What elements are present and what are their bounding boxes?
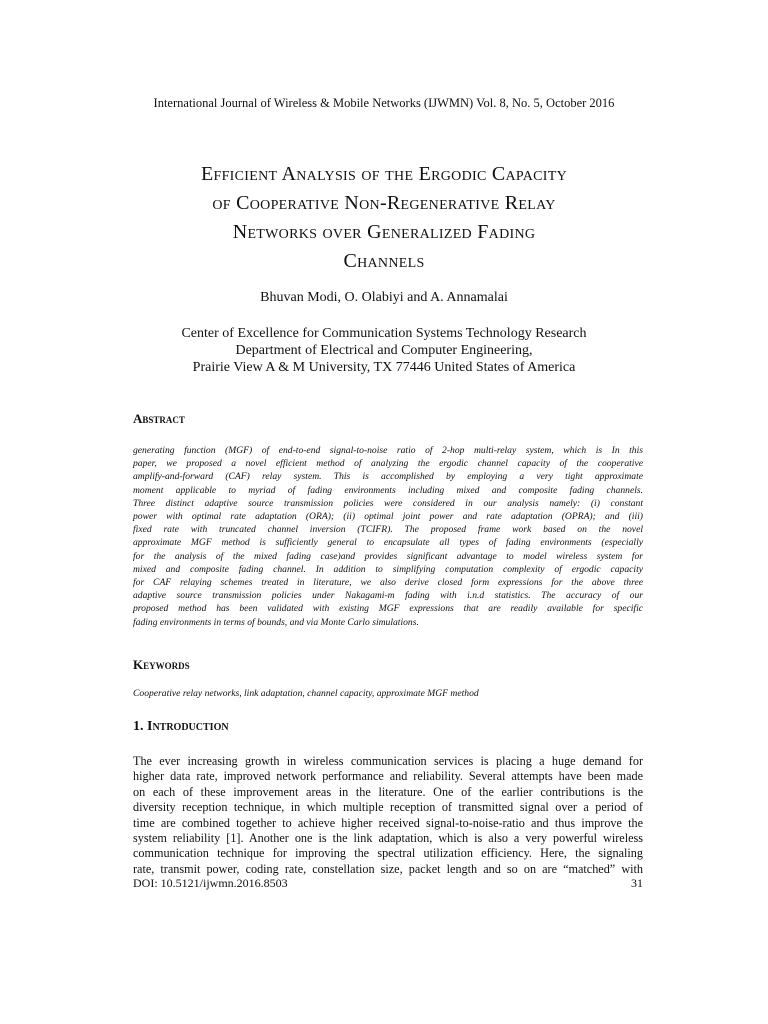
introduction-line: diversity reception technique, in which multiple reception of transmitted signal over a period of: [133, 800, 643, 815]
abstract-line: for CAF relaying schemes treated in literature, we also derive closed form expressions for the above three: [133, 577, 643, 589]
introduction-line: The ever increasing growth in wireless communication services is placing a huge demand for: [133, 754, 643, 768]
introduction-line: on each of these improvement areas in the literature. One of the earlier contributions is the: [133, 784, 643, 799]
page-footer: [133, 876, 643, 891]
doi-link[interactable]: DOI: 10.5121/ijwmn.2016.8503: [133, 876, 288, 890]
keywords-text: Cooperative relay networks, link adaptation, channel capacity, approximate MGF method: [133, 688, 479, 699]
title-line: of Cooperative Non-Regenerative Relay: [212, 192, 556, 214]
abstract-line: fading environments in terms of bounds, and via Monte Carlo simulations.: [133, 616, 419, 628]
abstract-line: approximate MGF method is sufficiently general to encapsulate all types of fading environments (especially: [133, 537, 643, 549]
introduction-line: communication technique for improving the spectral utilization efficiency. Here, the signaling: [133, 846, 643, 861]
abstract-line: amplify-and-forward (CAF) relay system. This is accomplished by employing a very tight approximate: [133, 471, 643, 483]
abstract-line: generating function (MGF) of end-to-end signal-to-noise ratio of 2-hop multi-relay system, which is In this: [133, 445, 643, 456]
abstract-line: for the analysis of the mixed fading case)and provides significant advantage to model wireless system for: [133, 550, 643, 562]
abstract-line: power with optimal rate adaptation (ORA); (ii) optimal joint power and rate adaptation (OPRA); and (iii): [133, 511, 643, 523]
abstract-line: adaptive source transmission policies under Nakagami-m fading with i.n.d statistics. The accuracy of our: [133, 590, 643, 602]
title-line: Channels: [343, 250, 425, 272]
running-header: International Journal of Wireless & Mobile Networks (IJWMN) Vol. 8, No. 5, October 2016: [153, 96, 615, 110]
keywords-heading: Keywords: [133, 657, 190, 672]
page-number: 31: [631, 876, 643, 890]
introduction-heading: 1. Introduction: [133, 719, 229, 734]
title-line: Efficient Analysis of the Ergodic Capacity: [200, 163, 568, 185]
introduction-line: time are combined together to achieve higher received signal-to-noise-ratio and thus improve the: [133, 815, 643, 830]
abstract-line: proposed method has been validated with existing MGF expressions that are readily available for specific: [133, 603, 643, 615]
paper-title: [120, 160, 648, 276]
introduction-line: rate, transmit power, coding rate, constellation size, packet length and so on are “matched” with: [133, 861, 643, 876]
abstract-line: fixed rate with truncated channel inversion (TCIFR). The proposed frame work based on the novel: [133, 524, 643, 536]
affiliation-line: Prairie View A & M University, TX 77446 United States of America: [192, 360, 576, 375]
abstract-line: moment applicable to myriad of fading environments including mixed and composite fading channels.: [133, 484, 643, 496]
abstract-body: [133, 444, 643, 629]
affiliation-line: Center of Excellence for Communication Systems Technology Research: [181, 326, 587, 341]
abstract-line: Three distinct adaptive source transmission policies were considered in our analysis namely: (i) constant: [133, 497, 643, 509]
affiliation: [0, 325, 768, 376]
introduction-body: [133, 754, 643, 877]
authors: Bhuvan Modi, O. Olabiyi and A. Annamalai: [260, 290, 508, 305]
introduction-line: higher data rate, improved network performance and reliability. Several attempts have been made: [133, 769, 643, 784]
title-line: Networks over Generalized Fading: [232, 221, 536, 243]
introduction-line: system reliability [1]. Another one is the link adaptation, which is also a very powerful wireless: [133, 831, 643, 846]
abstract-heading: Abstract: [133, 411, 185, 426]
abstract-line: paper, we proposed a novel efficient method of analyzing the ergodic channel capacity of the cooperative: [133, 458, 643, 470]
affiliation-line: Department of Electrical and Computer Engineering,: [235, 343, 533, 358]
abstract-line: mixed and composite fading channel. In addition to simplifying computation complexity of ergodic capacity: [133, 563, 643, 575]
